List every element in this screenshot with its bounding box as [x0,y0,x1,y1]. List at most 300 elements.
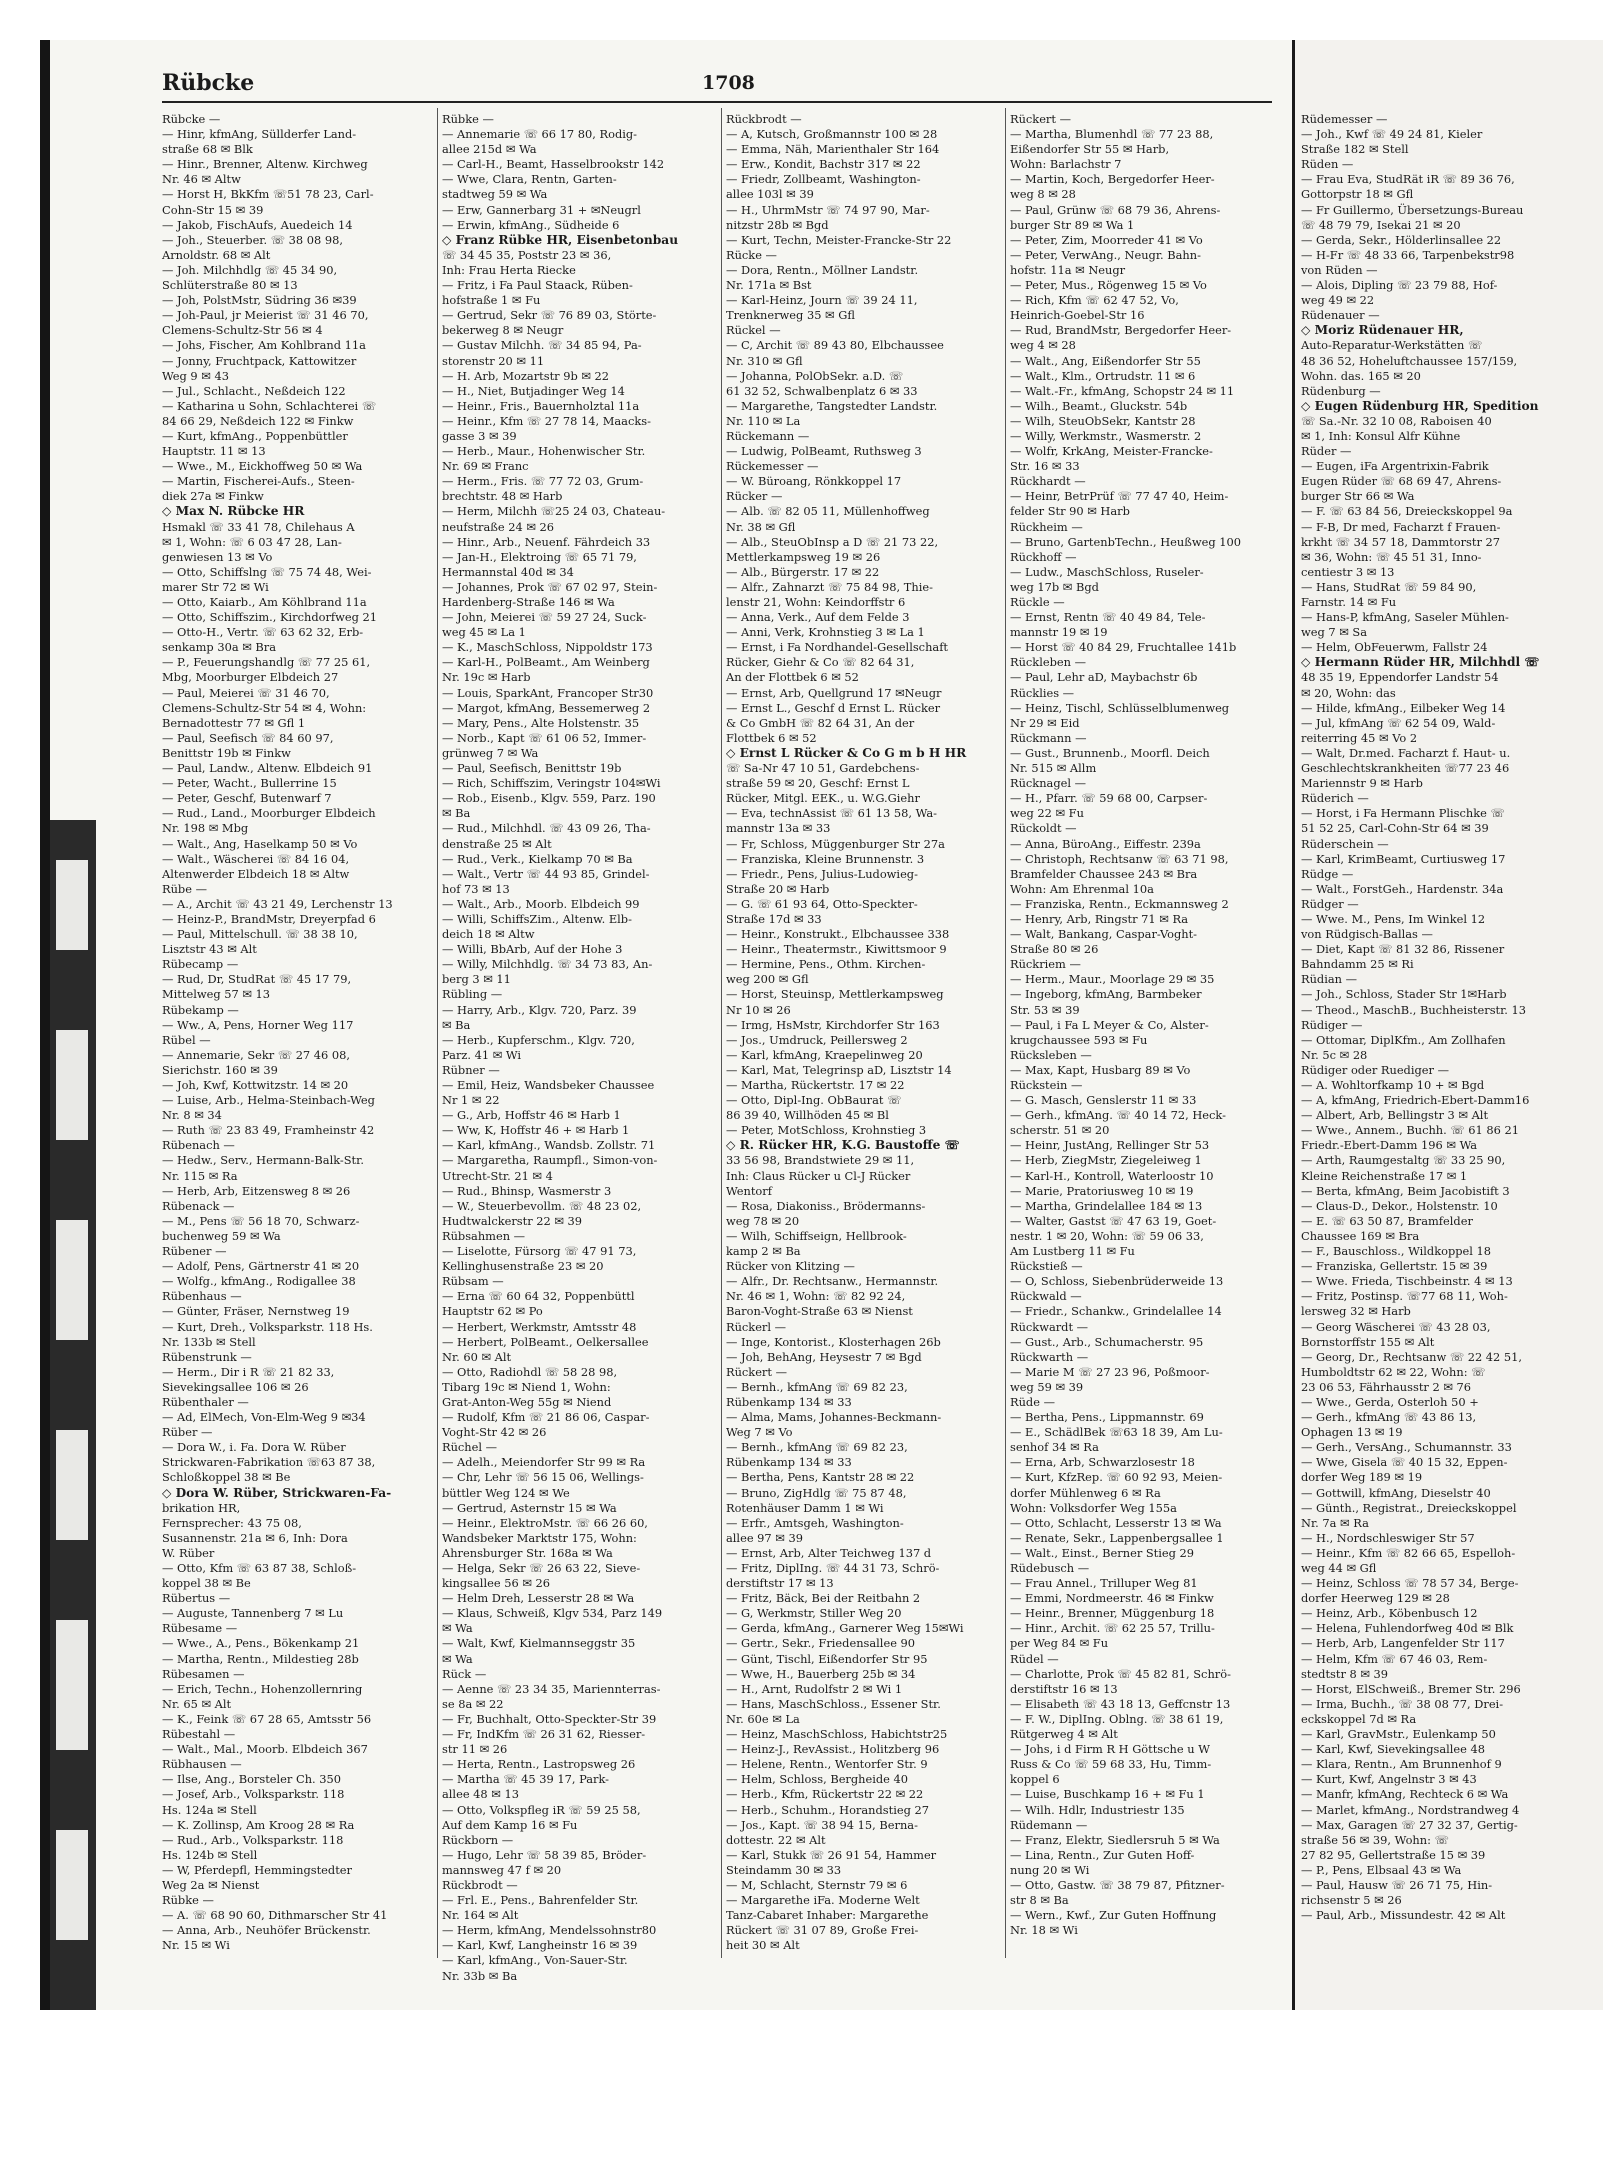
entry-line: Wohn. das. 165 ✉ 20 [1301,368,1421,383]
entry-line: — Helene, Rentn., Wentorfer Str. 9 [726,1757,928,1772]
entry-line: — Herm., Fris. ☏ 77 72 03, Grum- [442,474,644,489]
entry-line: weg 59 ✉ 39 [1010,1379,1084,1394]
entry-line: ✉ Wa [442,1621,473,1636]
entry-line: — Georg Wäscherei ☏ 43 28 03, [1301,1319,1491,1334]
entry-line: — Ernst, Rentn ☏ 40 49 84, Tele- [1010,610,1206,625]
entry-line: — Chr, Lehr ☏ 56 15 06, Wellings- [442,1470,644,1485]
entry-line: Rübener — [162,1244,227,1259]
entry-line: — Bernh., kfmAng ☏ 69 82 23, [726,1379,908,1394]
entry-line: — Günt, Tischl, Eißendorfer Str 95 [726,1651,928,1666]
entry-line: Rüber — [162,1425,213,1440]
entry-line: Grat-Anton-Weg 55g ✉ Niend [442,1394,612,1409]
entry-line: — Karl-H., Kontroll, Waterloostr 10 [1010,1168,1214,1183]
entry-line: Weg 9 ✉ 43 [162,368,229,383]
entry-line: — Herb., Schuhm., Horandstieg 27 [726,1802,930,1817]
entry-line: 86 39 40, Willhöden 45 ✉ Bl [726,1108,889,1123]
entry-line: — Karl, GravMstr., Eulenkamp 50 [1301,1727,1496,1742]
entry-line: Lisztstr 43 ✉ Alt [162,942,257,957]
entry-line: — Gerh., kfmAng. ☏ 40 14 72, Heck- [1010,1108,1226,1123]
entry-line: — K. Zollinsp, Am Kroog 28 ✉ Ra [162,1817,355,1832]
entry-line: — Otto, Schiffszim., Kirchdorfweg 21 [162,610,378,625]
entry-line: — Paul, Meierei ☏ 31 46 70, [162,685,330,700]
entry-line: Nr. 164 ✉ Alt [442,1908,519,1923]
entry-line: Rückoldt — [1010,821,1077,836]
entry-line: — Rud, Dr, StudRat ☏ 45 17 79, [162,972,352,987]
entry-line: straße 56 ✉ 39, Wohn: ☏ [1301,1832,1449,1847]
entry-line: — Helm, Kfm ☏ 67 46 03, Rem- [1301,1651,1488,1666]
entry-line: se 8a ✉ 22 [442,1696,504,1711]
entry-line: — Ottomar, DiplKfm., Am Zollhafen [1301,1032,1506,1047]
entry-line: Nr. 38 ✉ Gfl [726,519,796,534]
entry-line: — P., Pens, Elbsaal 43 ✉ Wa [1301,1862,1462,1877]
entry-line: — Aenne ☏ 23 34 35, Mariennterras- [442,1681,661,1696]
entry-line: Rückbrodt — [726,112,802,126]
entry-line: — Herm, Milchh ☏25 24 03, Chateau- [442,504,666,519]
entry-line: — Martha ☏ 45 39 17, Park- [442,1772,610,1787]
entry-line: — Bertha, Pens., Lippmannstr. 69 [1010,1410,1204,1425]
entry-line: Rückemann — [726,428,810,443]
entry-line: — Heinz, Schloss ☏ 78 57 34, Berge- [1301,1576,1519,1591]
entry-line: Bernadottestr 77 ✉ Gfl 1 [162,715,306,730]
entry-line: — Ludwig, PolBeamt, Ruthsweg 3 [726,444,922,459]
entry-line: — Anni, Verk, Krohnstieg 3 ✉ La 1 [726,625,925,640]
entry-line: Clemens-Schultz-Str 54 ✉ 4, Wohn: [162,700,367,715]
firm-entry-line: ◇ R. Rücker HR, K.G. Baustoffe ☏ [726,1138,960,1153]
entry-line: Rübesame — [162,1621,238,1636]
entry-line: — Rud, BrandMstr, Bergedorfer Heer- [1010,323,1232,338]
entry-line: Wohn: Am Ehrenmal 10a [1010,881,1154,896]
entry-line: — Friedr., Pens, Julius-Ludowieg- [726,866,918,881]
entry-line: — Joh. Milchhdlg ☏ 45 34 90, [162,262,338,277]
entry-line: — Wolfr, KrkAng, Meister-Francke- [1010,444,1213,459]
entry-line: Inh: Claus Rücker u Cl-J Rücker [726,1168,911,1183]
entry-line: — Franziska, Rentn., Eckmannsweg 2 [1010,896,1229,911]
entry-line: Rübner — [442,1062,500,1077]
entry-line: heit 30 ✉ Alt [726,1938,800,1953]
entry-line: dorfer Mühlenweg 6 ✉ Ra [1010,1485,1161,1500]
entry-line: Humboldtstr 62 ✉ 22, Wohn: ☏ [1301,1364,1486,1379]
entry-line: brechtstr. 48 ✉ Harb [442,489,563,504]
entry-line: — Paul, Hausw ☏ 26 71 75, Hin- [1301,1877,1493,1892]
entry-line: — Gerda, kfmAng., Garnerer Weg 15✉Wi [726,1621,964,1636]
entry-line: senkamp 30a ✉ Bra [162,640,277,655]
entry-line: — Peter, Zim, Moorreder 41 ✉ Vo [1010,232,1203,247]
entry-line: Straße 80 ✉ 26 [1010,942,1099,957]
entry-line: — Rob., Eisenb., Klgv. 559, Parz. 190 [442,791,656,806]
entry-line: nung 20 ✉ Wi [1010,1862,1090,1877]
entry-line: — A. ☏ 68 90 60, Dithmarscher Str 41 [162,1908,388,1923]
entry-line: mannstr 19 ✉ 19 [1010,625,1108,640]
entry-line: Inh: Frau Herta Riecke [442,262,576,277]
entry-line: — K., MaschSchloss, Nippoldstr 173 [442,640,653,655]
entry-line: — Heinz-J., RevAssist., Holitzberg 96 [726,1742,940,1757]
entry-line: genwiesen 13 ✉ Vo [162,549,273,564]
entry-line: Nr. 46 ✉ Altw [162,172,241,187]
entry-line: Straße 17d ✉ 33 [726,911,822,926]
entry-line: büttler Weg 124 ✉ We [442,1485,570,1500]
entry-line: — Margarethe, Tangstedter Landstr. [726,398,938,413]
entry-line: — Herb, Arb, Langenfelder Str 117 [1301,1636,1505,1651]
entry-line: Farnstr. 14 ✉ Fu [1301,595,1397,609]
entry-line: — Kurt, Dreh., Volksparkstr. 118 Hs. [162,1319,373,1334]
entry-line: — Hans, MaschSchloss., Essener Str. [726,1696,941,1711]
entry-line: Rüdiger — [1301,1017,1363,1032]
entry-line: Rücke — [726,247,777,262]
entry-line: — Herm., Maur., Moorlage 29 ✉ 35 [1010,972,1215,987]
entry-line: — Martha, Rückertstr. 17 ✉ 22 [726,1078,905,1092]
entry-line: — Bruno, ZigHdlg ☏ 75 87 48, [726,1485,907,1500]
entry-line: — Helm, Schloss, Bergheide 40 [726,1772,909,1787]
entry-line: weg 44 ✉ Gfl [1301,1561,1377,1575]
entry-line: — H., Arnt, Rudolfstr 2 ✉ Wi 1 [726,1681,903,1696]
entry-line: Nr. 15 ✉ Wi [162,1938,230,1953]
firm-entry-line: ◇ Franz Rübke HR, Eisenbetonbau [442,232,679,247]
entry-line: weg 17b ✉ Bgd [1010,579,1099,594]
firm-entry-line: ◇ Moriz Rüdenauer HR, [1301,323,1464,338]
entry-line: — Walt., ForstGeh., Hardenstr. 34a [1301,881,1504,896]
entry-line: koppel 6 [1010,1772,1060,1787]
entry-line: Rückriem — [1010,957,1081,972]
entry-line: Nr 1 ✉ 22 [442,1093,500,1108]
entry-line: — H., Nordschleswiger Str 57 [1301,1530,1475,1545]
entry-line: — Jonny, Fruchtpack, Kattowitzer [162,353,357,368]
entry-line: Rücker von Klitzing — [726,1259,855,1274]
entry-line: — Ww, K, Hoffstr 46 + ✉ Harb 1 [442,1123,630,1138]
entry-line: — G, Werkmstr, Stiller Weg 20 [726,1606,902,1621]
entry-line: — Franziska, Gellertstr. 15 ✉ 39 [1301,1259,1488,1274]
entry-line: — Wwe., Annem., Buchh. ☏ 61 86 21 [1301,1123,1519,1138]
entry-line: — Christoph, Rechtsanw ☏ 63 71 98, [1010,851,1229,866]
entry-line: — Fr Guillermo, Übersetzungs-Bureau [1301,202,1524,217]
entry-line: — Martha, Rentn., Mildestieg 28b [162,1651,359,1666]
entry-line: storenstr 20 ✉ 11 [442,353,545,368]
entry-line: Wandsbeker Marktstr 175, Wohn: [442,1530,637,1545]
entry-line: — Rud., Verk., Kielkamp 70 ✉ Ba [442,851,633,866]
entry-line: — Heinr, JustAng, Rellinger Str 53 [1010,1138,1210,1153]
entry-line: — Walt, Kwf, Kielmannseggstr 35 [442,1636,636,1651]
firm-entry-line: ◇ Ernst L Rücker & Co G m b H HR [726,745,967,760]
entry-line: — Irmg, HsMstr, Kirchdorfer Str 163 [726,1017,940,1032]
entry-line: scherstr. 51 ✉ 20 [1010,1123,1110,1138]
entry-line: hof 73 ✉ 13 [442,881,510,896]
entry-line: Rübecamp — [162,957,239,972]
entry-line: Rotenhäuser Damm 1 ✉ Wi [726,1500,884,1515]
entry-line: — Johanna, PolObSekr. a.D. ☏ [726,368,904,383]
entry-line: — Ernst L., Geschf d Ernst L. Rücker [726,700,941,715]
entry-line: — Diet, Kapt ☏ 81 32 86, Rissener [1301,942,1505,957]
entry-line: ☏ 48 79 79, Isekai 21 ✉ 20 [1301,217,1461,232]
entry-line: Friedr.-Ebert-Damm 196 ✉ Wa [1301,1138,1478,1153]
entry-line: — Rosa, Diakoniss., Brödermanns- [726,1198,926,1213]
entry-line: — Max, Garagen ☏ 27 32 37, Gertig- [1301,1817,1518,1832]
entry-line: — Bertha, Pens, Kantstr 28 ✉ 22 [726,1470,915,1485]
entry-line: Rüdemann — [1010,1817,1088,1832]
entry-line: — Herm., Dir i R ☏ 21 82 33, [162,1364,335,1379]
entry-line: ✉ 20, Wohn: das [1301,685,1396,700]
entry-line: — W., Steuerbevollm. ☏ 48 23 02, [442,1198,642,1213]
binding-edge [40,40,50,2010]
entry-line: dorfer Heerweg 129 ✉ 28 [1301,1591,1450,1606]
entry-line: — Heinr., Theatermstr., Kiwittsmoor 9 [726,942,947,957]
entry-line: — Hinr., Brenner, Altenw. Kirchweg [162,157,368,172]
entry-line: — Rud., Bhinsp, Wasmerstr 3 [442,1183,612,1198]
entry-line: — Peter, VerwAng., Neugr. Bahn- [1010,247,1201,262]
entry-line: — Manfr, kfmAng, Rechteck 6 ✉ Wa [1301,1787,1509,1802]
entry-line: Nr. 133b ✉ Stell [162,1334,256,1349]
entry-line: weg 7 ✉ Sa [1301,625,1368,640]
entry-line: — Willi, BbArb, Auf der Hohe 3 [442,942,623,957]
entry-line: — Wilh. Hdlr, Industriestr 135 [1010,1802,1185,1817]
entry-line: — Emma, Näh, Marienthaler Str 164 [726,142,940,157]
entry-line: Nr. 19c ✉ Harb [442,670,531,685]
entry-line: Rübesamen — [162,1666,245,1681]
entry-line: — Heinr., Brenner, Müggenburg 18 [1010,1606,1215,1621]
entry-line: Nr 10 ✉ 26 [726,1002,791,1017]
entry-line: — Heinr., Kfm ☏ 27 78 14, Maacks- [442,413,651,428]
entry-line: — Karl, KrimBeamt, Curtiusweg 17 [1301,851,1506,866]
entry-line: — Friedr., Schankw., Grindelallee 14 [1010,1304,1222,1319]
entry-line: ✉ 36, Wohn: ☏ 45 51 31, Inno- [1301,549,1482,564]
entry-line: Str. 53 ✉ 39 [1010,1002,1080,1017]
entry-line: — Karl, Mat, Telegrinsp aD, Lisztstr 14 [726,1062,952,1077]
entry-line: — Carl-H., Beamt, Hasselbrookstr 142 [442,157,665,172]
entry-line: — Gertrud, Sekr ☏ 76 89 03, Störte- [442,308,657,323]
entry-line: — Frau Annel., Trilluper Weg 81 [1010,1576,1198,1591]
entry-line: — Herb, Arb, Eitzensweg 8 ✉ 26 [162,1183,351,1198]
entry-line: — Otto, Schlacht, Lesserstr 13 ✉ Wa [1010,1515,1222,1530]
entry-line: — Walt., Ang, Eißendorfer Str 55 [1010,353,1201,368]
entry-line: Rübke — [162,1893,214,1908]
entry-line: richsenstr 5 ✉ 26 [1301,1893,1402,1908]
entry-line: — Horst, ElSchweiß., Bremer Str. 296 [1301,1681,1521,1696]
entry-line: — Helena, Fuhlendorfweg 40d ✉ Blk [1301,1621,1514,1636]
entry-line: weg 22 ✉ Fu [1010,806,1084,821]
entry-line: — Walt, Dr.med. Facharzt f. Haut- u. [1301,745,1511,760]
entry-line: — Fr, Buchhalt, Otto-Speckter-Str 39 [442,1711,657,1726]
entry-line: — Heinz, Tischl, Schlüsselblumenweg [1010,700,1230,715]
entry-line: Rübestahl — [162,1727,236,1742]
entry-line: Utrecht-Str. 21 ✉ 4 [442,1168,553,1183]
entry-line: — Karl, kfmAng, Kraepelinweg 20 [726,1047,923,1062]
entry-line: — Kurt, Kwf, Angelnstr 3 ✉ 43 [1301,1772,1477,1787]
entry-line: — Gustav Milchh. ☏ 34 85 94, Pa- [442,338,642,353]
entry-line: straße 68 ✉ Blk [162,142,253,157]
entry-line: derstiftstr 17 ✉ 13 [726,1576,834,1591]
entry-line: mannstr 13a ✉ 33 [726,821,831,836]
entry-line: Rückwardt — [1010,1319,1089,1334]
entry-line: — Erwin, kfmAng., Südheide 6 [442,217,620,232]
entry-line: Rübke — [442,112,494,126]
entry-line: — Günth., Registrat., Dreieckskoppel [1301,1500,1517,1515]
entry-line: — Ad, ElMech, Von-Elm-Weg 9 ✉34 [162,1410,366,1425]
entry-line: Rübenach — [162,1138,235,1153]
entry-line: — Henry, Arb, Ringstr 71 ✉ Ra [1010,911,1189,926]
entry-line: — Jos., Kapt. ☏ 38 94 15, Berna- [726,1817,918,1832]
entry-line: — Alma, Mams, Johannes-Beckmann- [726,1410,942,1425]
entry-line: stadtweg 59 ✉ Wa [442,187,548,202]
entry-line: — Emil, Heiz, Wandsbeker Chaussee [442,1078,655,1092]
entry-line: — Wern., Kwf., Zur Guten Hoffnung [1010,1908,1217,1923]
entry-line: — Annemarie, Sekr ☏ 27 46 08, [162,1047,351,1062]
entry-line: — Hinr., Arb., Neuenf. Fährdeich 33 [442,534,651,549]
entry-line: Hs. 124a ✉ Stell [162,1802,257,1817]
entry-line: allee 97 ✉ 39 [726,1530,803,1545]
entry-line: Mbg, Moorburger Elbdeich 27 [162,670,339,685]
entry-line: Hs. 124b ✉ Stell [162,1847,258,1862]
entry-line: — Marlet, kfmAng., Nordstrandweg 4 [1301,1802,1520,1817]
entry-line: Nr. 46 ✉ 1, Wohn: ☏ 82 92 24, [726,1289,906,1304]
entry-line: Rübenstrunk — [162,1349,252,1364]
entry-line: weg 78 ✉ 20 [726,1213,800,1228]
entry-line: — Friedr, Zollbeamt, Washington- [726,172,921,187]
entry-line: — Alfr., Zahnarzt ☏ 75 84 98, Thie- [726,579,933,594]
entry-line: Rückert — [726,1364,787,1379]
entry-line: krkht ☏ 34 57 18, Dammtorstr 27 [1301,534,1501,549]
entry-line: — F-B, Dr med, Facharzt f Frauen- [1301,519,1501,534]
entry-line: — Jan-H., Elektroing ☏ 65 71 79, [442,549,637,564]
entry-line: Ahrensburger Str. 168a ✉ Wa [442,1545,613,1560]
entry-line: Rütgerweg 4 ✉ Alt [1010,1727,1118,1742]
entry-line: — Horst, i Fa Hermann Plischke ☏ [1301,806,1505,821]
entry-line: Bornstorffstr 155 ✉ Alt [1301,1334,1435,1349]
entry-line: Rüderschein — [1301,836,1389,851]
entry-line: Rüderich — [1301,791,1369,806]
entry-line: — Bernh., kfmAng ☏ 69 82 23, [726,1440,908,1455]
entry-line: — Rich, Schiffszim, Veringstr 104✉Wi [442,776,661,791]
entry-line: Benittstr 19b ✉ Finkw [162,745,291,760]
entry-line: Cohn-Str 15 ✉ 39 [162,202,264,217]
entry-line: — Luise, Buschkamp 16 + ✉ Fu 1 [1010,1787,1205,1802]
entry-line: per Weg 84 ✉ Fu [1010,1636,1109,1651]
entry-line: Rücklies — [1010,685,1075,700]
entry-line: Nr. 5c ✉ 28 [1301,1047,1368,1062]
entry-line: ✉ Wa [442,1651,473,1666]
entry-line: — A. Wohltorfkamp 10 + ✉ Bgd [1301,1078,1485,1092]
entry-line: eckskoppel 7d ✉ Ra [1301,1711,1417,1726]
entry-line: Weg 2a ✉ Nienst [162,1877,260,1892]
entry-line: Rückel — [726,323,781,338]
entry-line: Rüdian — [1301,972,1357,987]
entry-line: Rübertus — [162,1591,231,1606]
entry-line: — Karl, kfmAng., Wandsb. Zollstr. 71 [442,1138,656,1153]
entry-line: Altenwerder Elbdeich 18 ✉ Altw [162,866,350,881]
entry-line: — Martin, Koch, Bergedorfer Heer- [1010,172,1215,187]
entry-line: — Ingeborg, kfmAng, Barmbeker [1010,987,1202,1002]
entry-line: Rübenkamp 134 ✉ 33 [726,1394,852,1409]
entry-line: — Fritz, DiplIng. ☏ 44 31 73, Schrö- [726,1561,940,1575]
entry-line: Rückstein — [1010,1078,1083,1092]
entry-line: — Hilde, kfmAng., Eilbeker Weg 14 [1301,700,1506,715]
tab-mark [56,1830,88,1940]
entry-line: — Wwe, Clara, Rentn, Garten- [442,172,617,187]
entry-line: — Erna, Arb, Schwarzlosestr 18 [1010,1455,1195,1470]
entry-line: — Walt., Vertr ☏ 44 93 85, Grindel- [442,866,650,881]
entry-line: Heinrich-Goebel-Str 16 [1010,308,1145,323]
entry-line: — Erw, Gannerbarg 31 + ✉Neugrl [442,202,641,217]
entry-line: — Herb., Maur., Hohenwischer Str. [442,444,646,459]
entry-line: — A, kfmAng, Friedrich-Ebert-Damm16 [1301,1093,1530,1108]
entry-line: — Ernst, i Fa Nordhandel-Gesellschaft [726,640,948,655]
entry-line: — Fritz, Postinsp. ☏77 68 11, Woh- [1301,1289,1508,1304]
entry-line: Nr. 60 ✉ Alt [442,1349,512,1364]
margin-tab-band [50,820,96,2010]
entry-line: — Herbert, Werkmstr, Amtsstr 48 [442,1319,637,1334]
entry-line: — Herb., Kfm, Rückertstr 22 ✉ 22 [726,1787,924,1802]
entry-line: — Herbert, PolBeamt., Oelkersallee [442,1334,649,1349]
entry-line: — Anna, BüroAng., Eiffestr. 239a [1010,836,1201,851]
entry-line: — Annemarie ☏ 66 17 80, Rodig- [442,127,638,142]
column-divider [721,108,722,1958]
entry-line: 84 66 29, Neßdeich 122 ✉ Finkw [162,413,354,428]
entry-line: — Theod., MaschB., Buchheisterstr. 13 [1301,1002,1527,1017]
entry-line: denstraße 25 ✉ Alt [442,836,552,851]
entry-line: — Wwe. Frieda, Tischbeinstr. 4 ✉ 13 [1301,1274,1513,1289]
entry-line: — Gertrud, Asternstr 15 ✉ Wa [442,1500,617,1515]
entry-line: kingsallee 56 ✉ 26 [442,1576,550,1591]
entry-line: — Karl, kfmAng., Von-Sauer-Str. [442,1953,628,1968]
entry-line: — H-Fr ☏ 48 33 66, Tarpenbekstr98 [1301,247,1515,262]
entry-line: ✉ 1, Inh: Konsul Alfr Kühne [1301,428,1461,443]
entry-line: — Karl-H., PolBeamt., Am Weinberg [442,655,650,670]
entry-line: Eißendorfer Str 55 ✉ Harb, [1010,142,1170,157]
entry-line: krugchaussee 593 ✉ Fu [1010,1032,1148,1047]
entry-line: 48 35 19, Eppendorfer Landstr 54 [1301,670,1499,685]
entry-line: — Frau Eva, StudRät iR ☏ 89 36 76, [1301,172,1515,187]
entry-line: — Kurt, KfzRep. ☏ 60 92 93, Meien- [1010,1470,1223,1485]
entry-line: Nr. 8 ✉ 34 [162,1108,222,1123]
entry-line: — Renate, Sekr., Lappenbergsallee 1 [1010,1530,1224,1545]
entry-line: — Hedw., Serv., Hermann-Balk-Str. [162,1153,364,1168]
entry-line: Nr. 18 ✉ Wi [1010,1923,1078,1938]
entry-line: — Albert, Arb, Bellingstr 3 ✉ Alt [1301,1108,1489,1123]
entry-line: — Gust., Arb., Schumacherstr. 95 [1010,1334,1204,1349]
page-number: 1708 [702,72,755,94]
firm-entry-line: ◇ Dora W. Rüber, Strickwaren-Fa- [162,1485,392,1500]
entry-line: An der Flottbek 6 ✉ 52 [726,670,859,685]
entry-line: grünweg 7 ✉ Wa [442,745,539,760]
entry-line: Hsmakl ☏ 33 41 78, Chilehaus A [162,519,355,534]
entry-line: — Heinr., Fris., Bauernholztal 11a [442,398,640,413]
entry-line: — Otto, Volkspfleg iR ☏ 59 25 58, [442,1802,641,1817]
entry-line: — Berta, kfmAng, Beim Jacobistift 3 [1301,1183,1510,1198]
entry-line: Clemens-Schultz-Str 56 ✉ 4 [162,323,323,338]
entry-line: — H., UhrmMstr ☏ 74 97 90, Mar- [726,202,930,217]
entry-line: — W. Büroang, Rönkkoppel 17 [726,474,902,489]
entry-line: — Jul., Schlacht., Neßdeich 122 [162,383,346,398]
entry-line: — Inge, Kontorist., Klosterhagen 26b [726,1334,941,1349]
entry-line: bekerweg 8 ✉ Neugr [442,323,564,338]
entry-line: Rückborn — [442,1832,514,1847]
entry-line: Hudtwalckerstr 22 ✉ 39 [442,1213,583,1228]
entry-line: — Paul, Seefisch, Benittstr 19b [442,761,622,776]
entry-line: — Wwe, H., Bauerberg 25b ✉ 34 [726,1666,916,1681]
entry-line: — Hinr., Archit. ☏ 62 25 57, Trillu- [1010,1621,1215,1636]
entry-line: Rückmann — [1010,730,1087,745]
entry-line: Rücksleben — [1010,1047,1092,1062]
entry-line: — Helm, ObFeuerwm, Fallstr 24 [1301,640,1488,655]
entry-line: — Norb., Kapt ☏ 61 06 52, Immer- [442,730,647,745]
entry-line: — Frl. E., Pens., Bahrenfelder Str. [442,1893,639,1908]
entry-line: — Herta, Rentn., Lastropsweg 26 [442,1757,636,1772]
entry-line: — Heinr., ElektroMstr. ☏ 66 26 60, [442,1515,648,1530]
entry-line: Rübsahmen — [442,1228,526,1243]
entry-line: — Liselotte, Fürsorg ☏ 47 91 73, [442,1244,637,1259]
entry-line: Rübenthaler — [162,1394,249,1409]
entry-line: Wohn: Barlachstr 7 [1010,157,1122,172]
entry-line: burger Str 66 ✉ Wa [1301,489,1415,504]
entry-line: weg 8 ✉ 28 [1010,187,1076,202]
entry-line: — Walt., Ang, Haselkamp 50 ✉ Vo [162,836,358,851]
